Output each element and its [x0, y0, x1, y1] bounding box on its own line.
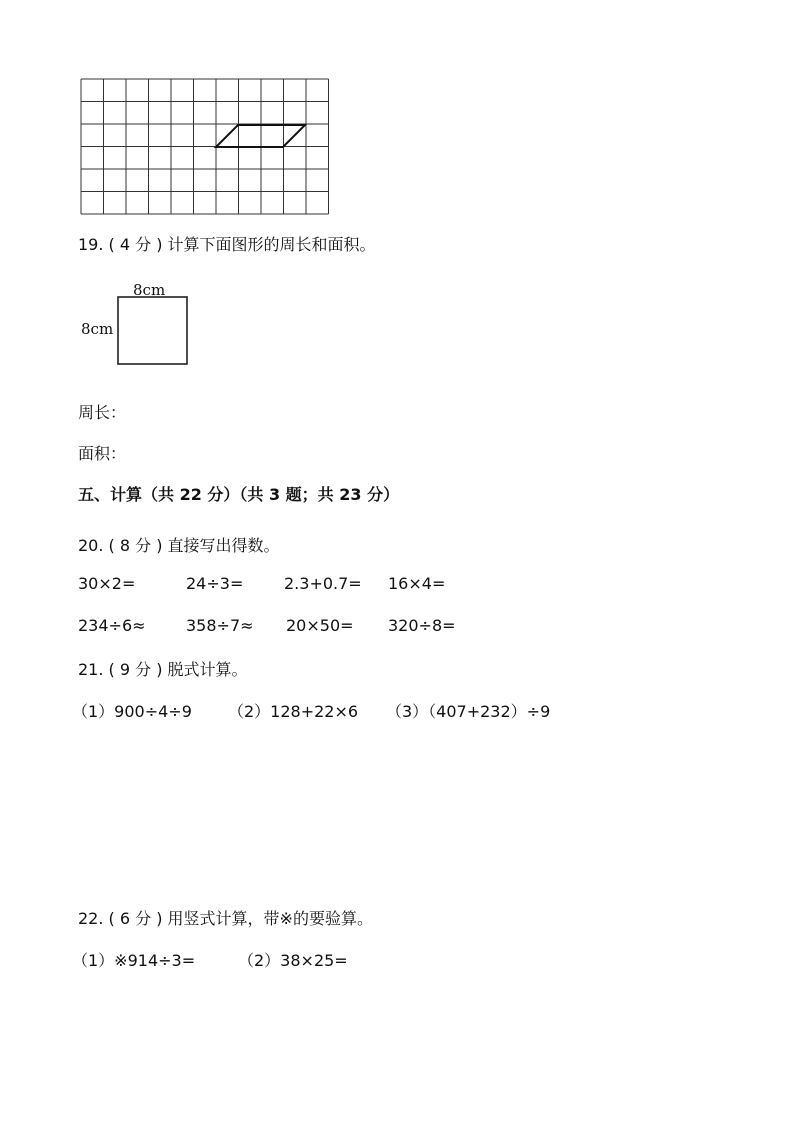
q21-item: （1）900÷4÷9 — [72, 702, 192, 721]
perimeter-label: 周长： — [78, 403, 127, 422]
q20-title: 20. ( 8 分 ) 直接写出得数。 — [78, 536, 280, 555]
q20-item: 30×2= — [78, 574, 136, 593]
square-shape — [118, 297, 187, 364]
q20-item: 358÷7≈ — [186, 616, 254, 635]
q20-item: 2.3+0.7= — [284, 574, 362, 593]
q21-item: （3）（407+232）÷9 — [386, 702, 551, 721]
q20-item: 20×50= — [286, 616, 354, 635]
section-5-title: 五、计算（共 22 分）（共 3 题；共 23 分） — [78, 485, 400, 504]
q19-title: 19. ( 4 分 ) 计算下面图形的周长和面积。 — [78, 235, 376, 254]
grid-lines — [81, 79, 329, 214]
grid-figure — [80, 78, 332, 218]
square-figure — [116, 296, 190, 366]
area-label: 面积： — [78, 444, 127, 463]
q22-item: （2）38×25= — [238, 951, 348, 970]
q20-item: 16×4= — [388, 574, 446, 593]
q21-title: 21. ( 9 分 ) 脱式计算。 — [78, 660, 248, 679]
square-left-label: 8cm — [81, 320, 114, 338]
square-top-label: 8cm — [133, 281, 166, 299]
q22-item: （1）※914÷3= — [72, 951, 196, 970]
q22-title: 22. ( 6 分 ) 用竖式计算，带※的要验算。 — [78, 909, 373, 928]
q20-item: 24÷3= — [186, 574, 244, 593]
q20-item: 320÷8= — [388, 616, 456, 635]
q21-item: （2）128+22×6 — [228, 702, 359, 721]
q20-item: 234÷6≈ — [78, 616, 146, 635]
